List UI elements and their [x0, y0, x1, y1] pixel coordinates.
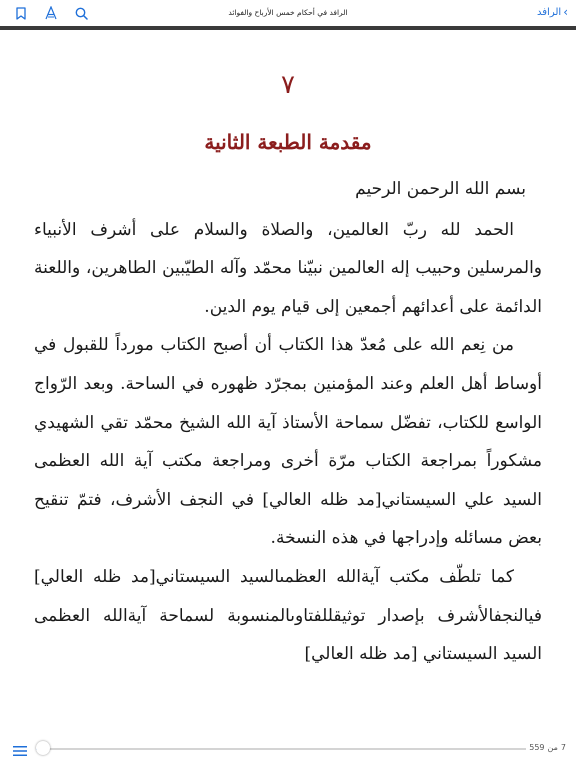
bookmark-icon[interactable] — [12, 4, 30, 22]
chapter-title: مقدمة الطبعة الثانية — [204, 130, 372, 154]
text-size-icon[interactable] — [42, 4, 60, 22]
paragraph-bismillah: بسم الله الرحمن الرحيم — [355, 179, 526, 199]
chevron-right-icon: › — [563, 5, 568, 19]
paragraph: الحمد لله ربّ العالمين، والصلاة والسلام على أشرف الأنبياء والمرسلين وحبيب إله العالمين نبيّنا محمّد وآله الطيّبين الطاهرين، واللعنة الدائمة على أعدائهم أجمعين إلى قيام يوم الدين. — [34, 219, 542, 317]
top-toolbar — [0, 0, 576, 26]
search-icon[interactable] — [72, 4, 90, 22]
paragraph: من نِعم الله على مُعدّ هذا الكتاب أن أصبح الكتاب مورداً للقبول في أوساط أهل العلم وعند المؤمنين بمجرّد ظهوره في الساحة. وبعد الرّواج الواسع للكتاب، تفضّل سماحة الأستاذ آية الله الشيخ محمّد تقي الشهيدي مشكوراً بمراجعة الكتاب مرّة أخرى ومراجعة مكتب آية الله العظمى السيد علي السيستاني[مد ظله العالي] في النجف الأشرف، فتمّ تنقيح بعض مسائله وإدراجها في هذه النسخة. — [34, 335, 542, 549]
slider-thumb[interactable] — [36, 741, 50, 755]
of-label: من — [547, 743, 558, 752]
body-text — [34, 170, 542, 674]
slider-track — [36, 748, 526, 750]
page-counter — [529, 743, 566, 752]
total-pages: 559 — [529, 743, 545, 752]
book-title: الرافد في أحكام خمس الأرباح والفوائد — [228, 8, 348, 17]
toolbar-actions — [12, 4, 90, 22]
current-page: 7 — [560, 743, 566, 752]
menu-icon[interactable] — [12, 742, 28, 754]
page-slider[interactable] — [36, 741, 526, 757]
reader-page[interactable] — [0, 30, 576, 730]
back-label: الرافد — [537, 6, 562, 18]
page-number: ٧ — [281, 70, 295, 100]
paragraph: كما تلطّف مكتب آيةالله العظمىالسيد السيستاني[مد ظله العالي] فيالنجفالأشرف بإصدار توثيقللفتاوىالمنسوبة لسماحة آيةالله العظمى السيد السيستاني [مد ظله العالي] — [34, 566, 542, 665]
bottom-toolbar — [0, 730, 576, 768]
